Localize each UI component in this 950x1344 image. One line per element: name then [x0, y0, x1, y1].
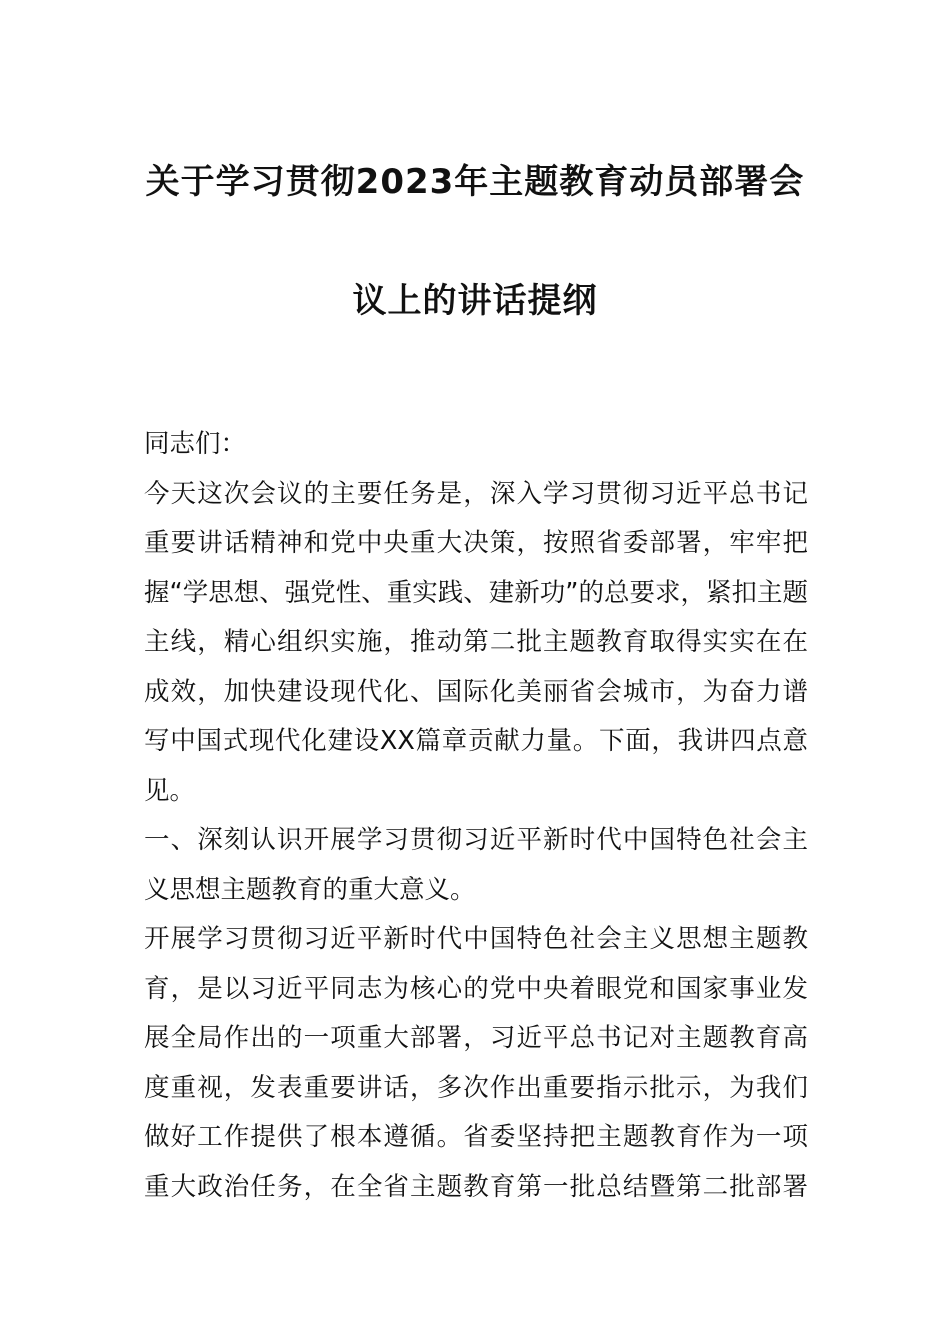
- salutation: 同志们：: [144, 429, 247, 459]
- paragraph-line: 见。: [144, 775, 196, 806]
- section-heading-1: [144, 816, 808, 915]
- paragraph-line: 重要讲话精神和党中央重大决策，按照省委部署，牢牢把: [144, 528, 808, 558]
- document-title-line-2: 议上的讲话提纲: [352, 281, 598, 321]
- heading-line: 一、深刻认识开展学习贯彻习近平新时代中国特色社会主: [144, 825, 808, 855]
- paragraph-line: 展全局作出的一项重大部署，习近平总书记对主题教育高: [144, 1023, 808, 1053]
- document-body: [144, 420, 808, 1212]
- paragraph-line: 写中国式现代化建设XX篇章贡献力量。下面，我讲四点意: [144, 726, 808, 756]
- document-title-line-1: 关于学习贯彻2023年主题教育动员部署会: [145, 162, 805, 202]
- paragraph-line: 度重视，发表重要讲话，多次作出重要指示批示，为我们: [144, 1072, 808, 1103]
- paragraph-significance: [144, 915, 808, 1212]
- paragraph-line: 重大政治任务，在全省主题教育第一批总结暨第二批部署: [144, 1171, 808, 1202]
- paragraph-line: 做好工作提供了根本遵循。省委坚持把主题教育作为一项: [144, 1122, 808, 1152]
- paragraph-line: 育，是以习近平同志为核心的党中央着眼党和国家事业发: [144, 973, 808, 1004]
- paragraph-line: 开展学习贯彻习近平新时代中国特色社会主义思想主题教: [144, 924, 808, 954]
- paragraph-line: 成效，加快建设现代化、国际化美丽省会城市，为奋力谱: [144, 676, 808, 707]
- paragraph-line: 主线，精心组织实施，推动第二批主题教育取得实实在在: [144, 627, 808, 657]
- paragraph-opening: [144, 470, 808, 817]
- heading-line: 义思想主题教育的重大意义。: [144, 874, 476, 905]
- paragraph-line: 今天这次会议的主要任务是，深入学习贯彻习近平总书记: [144, 478, 808, 509]
- paragraph-line: 握“学思想、强党性、重实践、建新功”的总要求，紧扣主题: [144, 577, 808, 608]
